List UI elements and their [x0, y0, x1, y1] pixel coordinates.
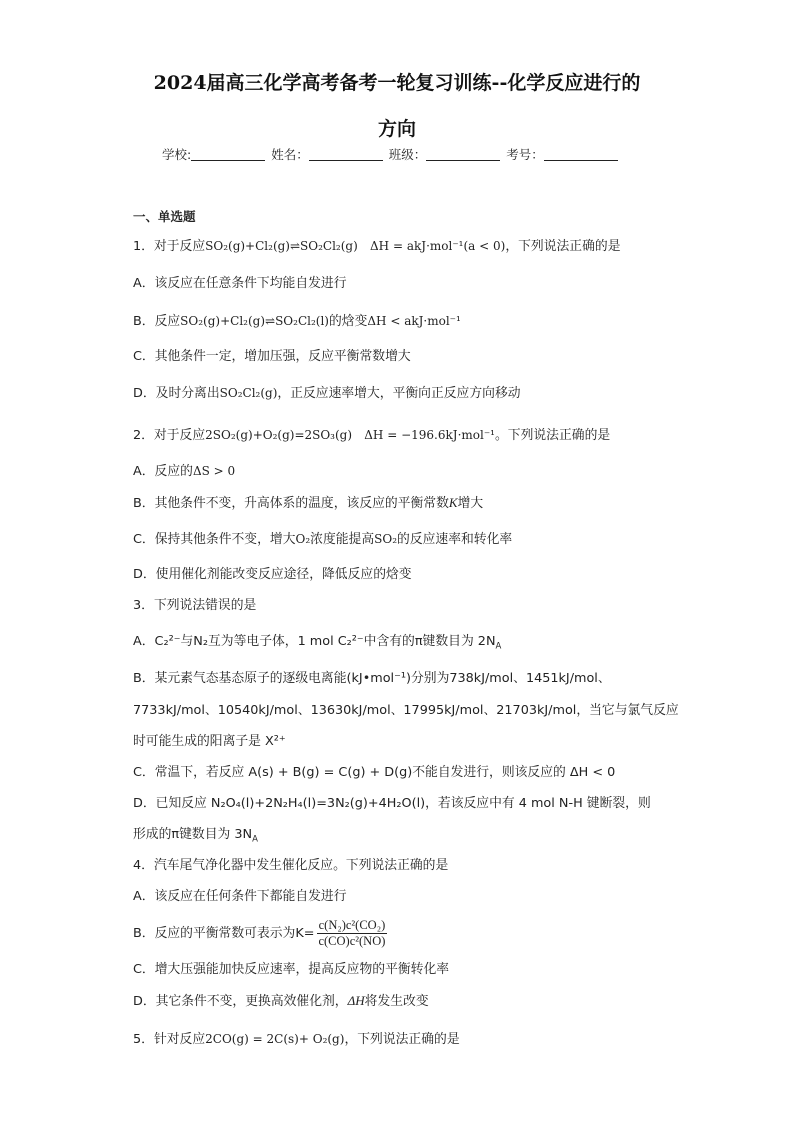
q1-b-relation: ΔH < akJ·mol⁻¹	[367, 314, 461, 328]
q1-b-equation: SO₂(g)+Cl₂(g)⇌SO₂Cl₂(l)	[180, 314, 329, 328]
name-blank[interactable]	[309, 148, 383, 161]
q1-option-c[interactable]: C．其他条件一定，增加压强，反应平衡常数增大	[133, 349, 411, 364]
q1-d-prefix: D．及时分离出	[133, 386, 220, 401]
q1-b-prefix: B．反应	[133, 314, 181, 329]
class-label: 班级：	[388, 147, 427, 162]
q5-stem-suffix: ，下列说法正确的是	[344, 1032, 460, 1047]
q2-c-mid: 浓度能提高	[310, 532, 375, 547]
q2-stem	[133, 427, 610, 444]
q1-b-suffix: 的焓变	[328, 314, 368, 329]
document-title-line2: 方向	[377, 118, 416, 140]
q2-c-formula1: O₂	[295, 532, 311, 546]
q1-stem-suffix: ，下列说法正确的是	[505, 239, 621, 254]
q4-option-c[interactable]: C．增大压强能加快反应速率，提高反应物的平衡转化率	[133, 962, 450, 977]
exam-number-blank[interactable]	[544, 148, 618, 161]
q4-option-d[interactable]	[133, 993, 429, 1010]
q4-b-prefix: B．反应的平衡常数可表示为K=	[133, 926, 315, 941]
q4-d-var: ΔH	[347, 993, 365, 1008]
name-label: 姓名：	[271, 147, 309, 162]
q1-stem-prefix: 1．对于反应	[133, 239, 206, 254]
q2-b-var: K	[448, 495, 458, 510]
q4-b-fraction	[316, 918, 387, 949]
section-heading: 一、单选题	[133, 209, 196, 224]
q1-stem	[133, 238, 620, 255]
q2-option-a[interactable]	[133, 463, 235, 480]
q3-d-sub: A	[252, 834, 258, 845]
q4-d-prefix: D．其它条件不变，更换高效催化剂，	[133, 994, 348, 1009]
q4-option-b[interactable]	[133, 918, 387, 949]
q2-c-formula2: SO₂	[374, 532, 398, 546]
q3-a-sub: A	[495, 641, 502, 652]
q3-stem: 3．下列说法错误的是	[133, 598, 257, 613]
q2-c-suffix: 的反应速率和转化率	[397, 532, 513, 547]
q2-option-c[interactable]	[133, 531, 512, 548]
exam-number-label: 考号：	[506, 147, 544, 162]
q4-option-a[interactable]: A．该反应在任何条件下都能自发进行	[133, 889, 347, 904]
q2-c-prefix: C．保持其他条件不变，增大	[133, 532, 296, 547]
q3-a-text: A．C₂²⁻与N₂互为等电子体，1 mol C₂²⁻中含有的π键数目为 2N	[133, 634, 496, 649]
q2-a-prefix: A．反应的	[133, 464, 193, 479]
q2-option-b[interactable]	[133, 495, 483, 512]
q1-option-a[interactable]: A．该反应在任意条件下均能自发进行	[133, 276, 347, 291]
q3-option-b-line1[interactable]: B．某元素气态基态原子的逐级电离能(kJ•mol⁻¹)分别为738kJ/mol、1451kJ/mol、	[133, 671, 611, 686]
class-blank[interactable]	[426, 148, 500, 161]
q2-a-expr: ΔS > 0	[192, 464, 236, 478]
document-title-line1: 2024届高三化学高考备考一轮复习训练--化学反应进行的	[153, 72, 641, 94]
school-label: 学校:	[162, 147, 192, 162]
q3-option-b-line2: 7733kJ/mol、10540kJ/mol、13630kJ/mol、17995kJ/mol、21703kJ/mol，当它与氯气反应	[133, 703, 679, 718]
q1-equation: SO₂(g)+Cl₂(g)⇌SO₂Cl₂(g)	[205, 239, 358, 253]
q1-option-b[interactable]	[133, 313, 461, 330]
q5-stem	[133, 1031, 460, 1048]
q3-d-line2-text: 形成的π键数目为 3N	[133, 827, 253, 842]
q1-option-d[interactable]	[133, 385, 521, 402]
student-info-row	[162, 145, 620, 163]
q4-b-denominator: c(CO)c²(NO)	[318, 934, 386, 948]
q2-option-d[interactable]: D．使用催化剂能改变反应途径，降低反应的焓变	[133, 567, 412, 582]
q3-option-d-line1[interactable]: D．已知反应 N₂O₄(l)+2N₂H₄(l)=3N₂(g)+4H₂O(l)，若该反应中有 4 mol N-H 键断裂，则	[133, 796, 651, 811]
q5-equation: 2CO(g) = 2C(s)+ O₂(g)	[205, 1032, 345, 1046]
q3-option-d-line2	[133, 827, 258, 843]
q5-stem-prefix: 5．针对反应	[133, 1032, 206, 1047]
q4-b-numerator: c(N₂)c²(CO₂)	[318, 918, 386, 932]
q3-option-a[interactable]	[133, 634, 501, 650]
school-blank[interactable]	[191, 148, 265, 161]
q4-d-suffix: 将发生改变	[364, 994, 429, 1009]
q2-stem-suffix: 。下列说法正确的是	[494, 428, 611, 443]
q1-delta-h: ΔH = akJ·mol⁻¹(a < 0)	[370, 239, 506, 253]
q3-option-b-line3: 时可能生成的阳离子是 X²⁺	[133, 734, 286, 749]
q2-stem-prefix: 2．对于反应	[133, 428, 206, 443]
q1-d-formula: SO₂Cl₂(g)	[219, 386, 278, 400]
q1-d-suffix: ，正反应速率增大，平衡向正反应方向移动	[277, 386, 521, 401]
q2-delta-h: ΔH = −196.6kJ·mol⁻¹	[364, 428, 495, 442]
q4-stem: 4．汽车尾气净化器中发生催化反应。下列说法正确的是	[133, 858, 449, 873]
q2-equation: 2SO₂(g)+O₂(g)=2SO₃(g)	[205, 428, 353, 442]
q3-option-c[interactable]: C．常温下，若反应 A(s) + B(g) = C(g) + D(g)不能自发进行，则该反应的 ΔH < 0	[133, 765, 616, 780]
q2-b-suffix: 增大	[457, 496, 484, 511]
q2-b-prefix: B．其他条件不变，升高体系的温度，该反应的平衡常数	[133, 496, 449, 511]
